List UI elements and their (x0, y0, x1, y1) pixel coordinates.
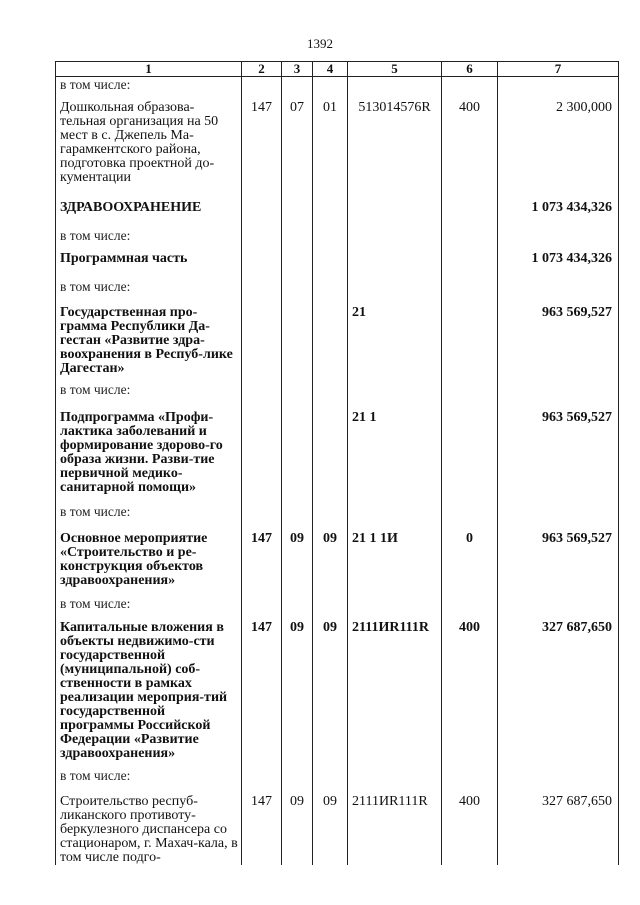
cell-target-code: 513014576R (348, 95, 442, 197)
cell-target-code (348, 197, 442, 223)
subheading-row (56, 505, 619, 531)
row-label: в том числе: (56, 597, 242, 619)
column-header: 5 (348, 62, 442, 77)
row-name: Дошкольная образова-тельная организация на 50 мест в с. Джепель Ма-гарамкентского района, подготовка проектной до-кументации (56, 95, 242, 197)
cell-expense-type (442, 409, 498, 505)
column-header: 7 (498, 62, 619, 77)
row-name: ЗДРАВООХРАНЕНИЕ (56, 197, 242, 223)
cell-subsection: 01 (313, 95, 348, 197)
cell-amount: 1 073 434,326 (498, 249, 619, 275)
cell-ministry: 147 (242, 95, 282, 197)
cell-target-code: 21 1 (348, 409, 442, 505)
cell-expense-type: 400 (442, 793, 498, 865)
cell-amount: 2 300,000 (498, 95, 619, 197)
cell-target-code: 21 (348, 301, 442, 383)
cell-subsection (313, 249, 348, 275)
cell-section: 07 (282, 95, 313, 197)
row-name: Программная часть (56, 249, 242, 275)
column-header: 1 (56, 62, 242, 77)
table-row (56, 619, 619, 769)
cell-amount: 963 569,527 (498, 301, 619, 383)
subheading-row (56, 769, 619, 793)
cell-section (282, 409, 313, 505)
cell-ministry (242, 249, 282, 275)
cell-expense-type (442, 301, 498, 383)
subheading-row (56, 223, 619, 249)
row-label: в том числе: (56, 77, 242, 95)
cell-ministry: 147 (242, 531, 282, 597)
cell-subsection (313, 301, 348, 383)
cell-section: 09 (282, 619, 313, 769)
cell-expense-type (442, 197, 498, 223)
cell-ministry (242, 197, 282, 223)
cell-amount: 963 569,527 (498, 409, 619, 505)
row-name: Подпрограмма «Профи-лактика заболеваний и формирование здорово-го образа жизни. Разви-тие первичной медико-санитарной помощи» (56, 409, 242, 505)
row-name: Строительство респуб-ликанского противоту-беркулезного диспансера со стационаром, г. Махач-кала, в том числе подго- (56, 793, 242, 865)
cell-expense-type (442, 249, 498, 275)
cell-amount: 327 687,650 (498, 619, 619, 769)
cell-amount: 963 569,527 (498, 531, 619, 597)
cell-ministry (242, 301, 282, 383)
cell-section (282, 249, 313, 275)
cell-target-code: 21 1 1И (348, 531, 442, 597)
column-header: 4 (313, 62, 348, 77)
row-label: в том числе: (56, 275, 242, 301)
cell-section (282, 301, 313, 383)
cell-subsection: 09 (313, 619, 348, 769)
subheading-row (56, 383, 619, 409)
row-label: в том числе: (56, 769, 242, 793)
cell-subsection (313, 409, 348, 505)
subheading-row (56, 77, 619, 95)
table-row (56, 409, 619, 505)
cell-expense-type: 400 (442, 619, 498, 769)
cell-subsection: 09 (313, 531, 348, 597)
cell-target-code (348, 249, 442, 275)
row-label: в том числе: (56, 505, 242, 531)
column-header: 2 (242, 62, 282, 77)
cell-ministry (242, 409, 282, 505)
cell-target-code: 2111ИR111R (348, 619, 442, 769)
cell-section: 09 (282, 793, 313, 865)
row-name: Основное мероприятие «Строительство и ре-конструкция объектов здравоохранения» (56, 531, 242, 597)
cell-section: 09 (282, 531, 313, 597)
table-row (56, 301, 619, 383)
row-name: Капитальные вложения в объекты недвижимо-сти государственной (муниципальной) соб-ственности в рамках реализации мероприя-тий государственной программы Российской Федерации «Развитие здравоохранения» (56, 619, 242, 769)
subheading-row (56, 275, 619, 301)
cell-ministry: 147 (242, 619, 282, 769)
column-header-row (56, 62, 619, 77)
cell-subsection (313, 197, 348, 223)
table-row (56, 249, 619, 275)
cell-expense-type: 0 (442, 531, 498, 597)
cell-ministry: 147 (242, 793, 282, 865)
cell-amount: 327 687,650 (498, 793, 619, 865)
subheading-row (56, 597, 619, 619)
row-label: в том числе: (56, 223, 242, 249)
cell-target-code: 2111ИR111R (348, 793, 442, 865)
cell-amount: 1 073 434,326 (498, 197, 619, 223)
cell-subsection: 09 (313, 793, 348, 865)
cell-section (282, 197, 313, 223)
table-row (56, 531, 619, 597)
table-row (56, 95, 619, 197)
column-header: 6 (442, 62, 498, 77)
page-number: 1392 (307, 36, 333, 51)
table-row (56, 197, 619, 223)
budget-table (55, 61, 619, 865)
row-label: в том числе: (56, 383, 242, 409)
row-name: Государственная про-грамма Республики Да-гестан «Развитие здра-воохранения в Респуб-лике Дагестан» (56, 301, 242, 383)
cell-expense-type: 400 (442, 95, 498, 197)
table-row (56, 793, 619, 865)
column-header: 3 (282, 62, 313, 77)
